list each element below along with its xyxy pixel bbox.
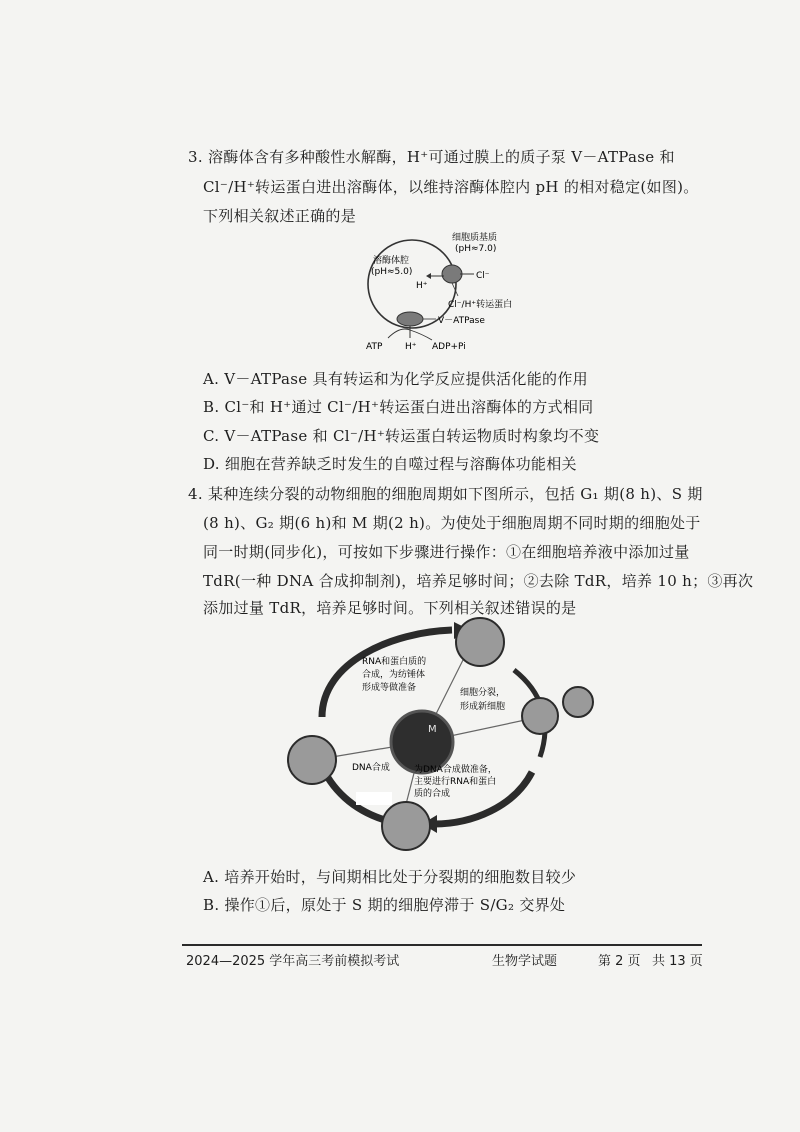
m-label-line-2: 形成新细胞	[460, 702, 506, 712]
redaction-patch	[356, 792, 392, 805]
cl-ion-label: Cl⁻	[476, 271, 490, 281]
h-ion-label: H⁺	[416, 281, 428, 291]
cell-bottom	[382, 802, 430, 850]
s-phase-label: DNA合成	[352, 763, 390, 773]
q3-stem-line-2: Cl⁻/H⁺转运蛋白进出溶酶体，以维持溶酶体腔内 pH 的相对稳定(如图)。	[203, 178, 699, 196]
q3-option-a: A. V－ATPase 具有转运和为化学反应提供活化能的作用	[203, 370, 588, 388]
footer-page-total: 共 13 页	[652, 954, 703, 969]
cytosol-ph: (pH≈7.0)	[455, 244, 497, 254]
q3-option-d: D. 细胞在营养缺乏时发生的自噬过程与溶酶体功能相关	[203, 455, 577, 473]
lumen-ph: (pH≈5.0)	[371, 267, 413, 277]
g2-label-line-3: 形成等做准备	[362, 683, 417, 693]
q4-stem-line-4: TdR(一种 DNA 合成抑制剂)，培养足够时间；②去除 TdR，培养 10 h；③再次	[203, 572, 754, 590]
q4-option-a: A. 培养开始时，与间期相比处于分裂期的细胞数目较少	[203, 868, 577, 886]
q3-stem-line-1: 3. 溶酶体含有多种酸性水解酶，H⁺可通过膜上的质子泵 V－ATPase 和	[188, 148, 675, 166]
cl-h-transporter-shape	[442, 265, 462, 283]
q4-option-b: B. 操作①后，原处于 S 期的细胞停滞于 S/G₂ 交界处	[203, 896, 566, 914]
g2-label-line-1: RNA和蛋白质的	[362, 657, 427, 667]
cytosol-label: 细胞质基质	[452, 233, 498, 243]
lumen-label: 溶酶体腔	[373, 256, 410, 266]
q4-stem-line-3: 同一时期(同步化)，可按如下步骤进行操作：①在细胞培养液中添加过量	[203, 543, 690, 561]
footer-subject: 生物学试题	[492, 954, 558, 969]
cycle-center	[391, 711, 453, 773]
footer-page-number: 第 2 页	[598, 954, 641, 969]
g1-label-line-1: 为DNA合成做准备，	[414, 765, 497, 775]
footer-rule	[182, 944, 702, 946]
m-phase-label: M	[428, 724, 437, 735]
cell-right-1	[522, 698, 558, 734]
g1-label-line-2: 主要进行RNA和蛋白	[414, 777, 497, 787]
q3-option-b: B. Cl⁻和 H⁺通过 Cl⁻/H⁺转运蛋白进出溶酶体的方式相同	[203, 398, 594, 416]
adp-label: ADP+Pi	[432, 342, 466, 352]
q3-option-c: C. V－ATPase 和 Cl⁻/H⁺转运蛋白转运物质时构象均不变	[203, 427, 600, 445]
v-atpase-shape	[397, 312, 423, 326]
g2-label-line-2: 合成，为纺锤体	[362, 670, 426, 680]
cell-left	[288, 736, 336, 784]
pump-label: V－ATPase	[438, 316, 485, 326]
cell-right-2	[563, 687, 593, 717]
q3-stem-line-3: 下列相关叙述正确的是	[203, 207, 357, 225]
atp-label: ATP	[366, 342, 383, 352]
g1-label-line-3: 质的合成	[414, 789, 451, 799]
cell-cycle-figure	[282, 612, 612, 852]
h-arrowhead	[426, 273, 431, 279]
pump-h-label: H⁺	[405, 342, 417, 352]
lysosome-figure	[340, 226, 540, 356]
q4-stem-line-5: 添加过量 TdR，培养足够时间。下列相关叙述错误的是	[203, 599, 577, 617]
transporter-label: Cl⁻/H⁺转运蛋白	[448, 300, 513, 310]
cell-top	[456, 618, 504, 666]
footer-exam-title: 2024—2025 学年高三考前模拟考试	[186, 954, 400, 969]
q4-stem-line-1: 4. 某种连续分裂的动物细胞的细胞周期如下图所示，包括 G₁ 期(8 h)、S 期	[188, 485, 703, 503]
q4-stem-line-2: (8 h)、G₂ 期(6 h)和 M 期(2 h)。为使处于细胞周期不同时期的细胞处于	[203, 514, 701, 532]
m-label-line-1: 细胞分裂，	[460, 688, 506, 698]
